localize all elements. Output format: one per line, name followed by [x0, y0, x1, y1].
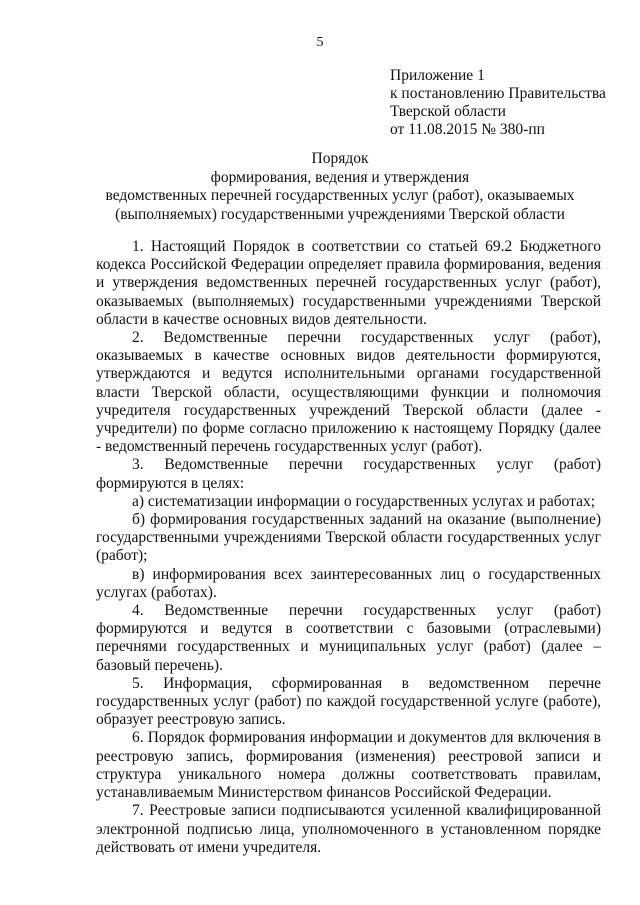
page-number: 5 [316, 35, 324, 50]
appendix-line: к постановлению Правительства [390, 85, 606, 102]
paragraph: в) информирования всех заинтересованных лиц о государственных услугах (работах). [96, 565, 601, 601]
paragraph: 3. Ведомственные перечни государственных услуг (работ) формируются в целях: [96, 456, 601, 492]
title-line: формирования, ведения и утверждения [210, 168, 470, 186]
paragraph: а) систематизации информации о государственных услугах и работах; [132, 492, 596, 510]
paragraph: 4. Ведомственные перечни государственных услуг (работ) формируются и ведутся в соответствии с базовыми (отраслевыми) перечнями государственных и муниципальных услуг (работ) (далее – базовый перечень). [96, 602, 601, 674]
paragraph: 2. Ведомственные перечни государственных услуг (работ), оказываемых в качестве основных видов деятельности формируются, утверждаются и ведутся исполнительными органами государственной власти Тверской области, осуществляющими функции и полномочия учредителя государственных учреждений Тверской области (далее - учредители) по форме согласно приложению к настоящему Порядку (далее - ведомственный перечень государственных услуг (работ). [96, 329, 601, 456]
paragraph: 1. Настоящий Порядок в соответствии со статьей 69.2 Бюджетного кодекса Российской Федерации определяет правила формирования, ведения и утверждения ведомственных перечней государственных услуг (работ), оказываемых (выполняемых) государственными учреждениями Тверской области в качестве основных видов деятельности. [96, 238, 601, 328]
appendix-line: Тверской области [390, 103, 506, 120]
paragraph: 7. Реестровые записи подписываются усиленной квалифицированной электронной подписью лица, уполномоченного в установленном порядке действовать от имени учредителя. [96, 802, 601, 856]
title-line: Порядок [311, 150, 369, 167]
paragraph: 5. Информация, сформированная в ведомственном перечне государственных услуг (работ) по каждой государственной услуге (работе), образует реестровую запись. [96, 674, 601, 729]
document-title [60, 150, 620, 224]
appendix-header [390, 67, 630, 139]
document-body [96, 238, 601, 857]
appendix-line: Приложение 1 [390, 67, 485, 84]
appendix-line: от 11.08.2015 № 380-пп [390, 121, 545, 138]
title-line: (выполняемых) государственными учреждениями Тверской области [115, 205, 565, 223]
paragraph: б) формирования государственных заданий на оказание (выполнение) государственными учреждениями Тверской области государственных услуг (работ); [96, 511, 601, 565]
title-line: ведомственных перечней государственных услуг (работ), оказываемых [105, 187, 575, 204]
paragraph: 6. Порядок формирования информации и документов для включения в реестровую запись, формирования (изменения) реестровой записи и структура уникального номера должны соответствовать правилам, устанавливаемым Министерством финансов Российской Федерации. [96, 729, 601, 802]
